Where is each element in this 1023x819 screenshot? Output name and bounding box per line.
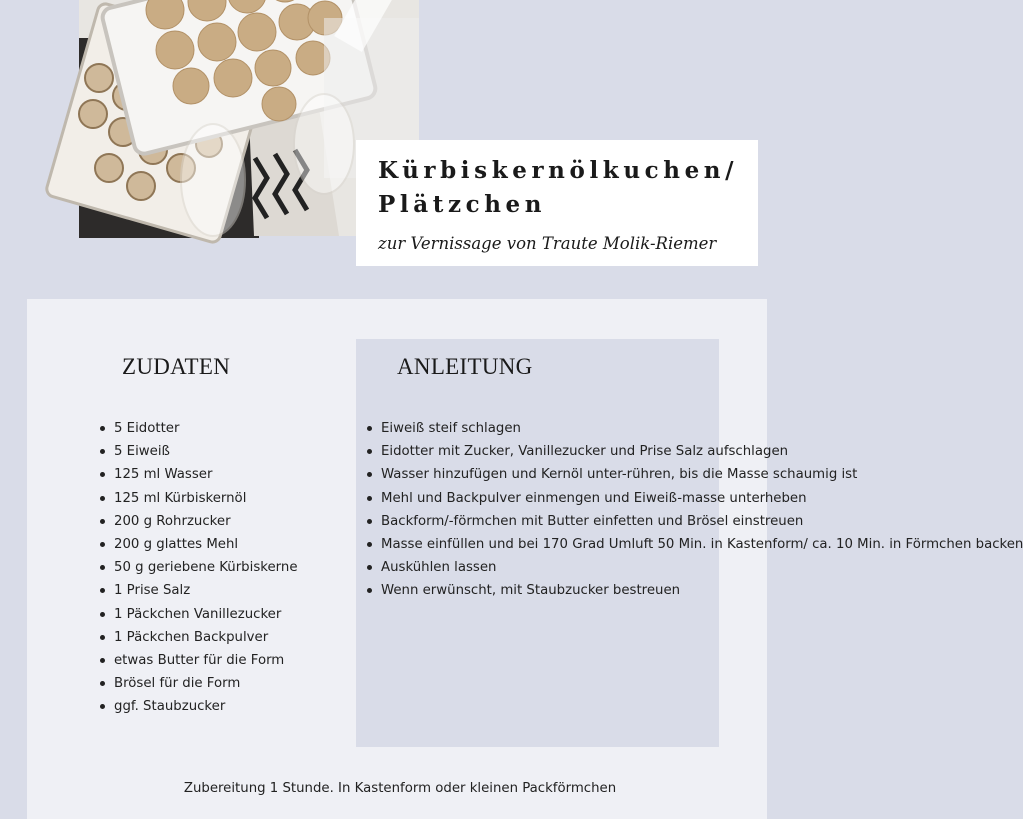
recipe-title-line2: Plätzchen (378, 191, 547, 218)
recipe-subtitle: zur Vernissage von Traute Molik-Riemer (378, 234, 717, 253)
ingredient-item: Brösel für die Form (100, 672, 298, 695)
footer-note: Zubereitung 1 Stunde. In Kastenform oder kleinen Packförmchen (183, 781, 617, 796)
instruction-step: Mehl und Backpulver einmengen und Eiweiß-masse unterheben (367, 487, 712, 510)
ingredient-item: 1 Päckchen Backpulver (100, 626, 298, 649)
ingredient-item: 5 Eiweiß (100, 440, 298, 463)
ingredient-item: 200 g glattes Mehl (100, 533, 298, 556)
ingredients-heading: ZUDATEN (122, 354, 231, 379)
ingredient-item: 1 Prise Salz (100, 579, 298, 602)
ingredient-item: 1 Päckchen Vanillezucker (100, 603, 298, 626)
ingredient-item: 5 Eidotter (100, 417, 298, 440)
ingredient-item: 200 g Rohrzucker (100, 510, 298, 533)
ingredient-item: etwas Butter für die Form (100, 649, 298, 672)
ingredients-list (100, 417, 298, 719)
instruction-step: Auskühlen lassen (367, 556, 712, 579)
instruction-step: Masse einfüllen und bei 170 Grad Umluft 50 Min. in Kastenform/ ca. 10 Min. in Förmchen backen (367, 533, 712, 556)
instructions-list (367, 417, 1023, 603)
instructions-heading: ANLEITUNG (397, 354, 533, 379)
ingredient-item: 50 g geriebene Kürbiskerne (100, 556, 298, 579)
instruction-step: Backform/-förmchen mit Butter einfetten und Brösel einstreuen (367, 510, 712, 533)
recipe-title-line1: Kürbiskernölkuchen/ (378, 157, 739, 184)
instruction-step: Eiweiß steif schlagen (367, 417, 712, 440)
ingredient-item: ggf. Staubzucker (100, 695, 298, 718)
ingredient-item: 125 ml Kürbiskernöl (100, 487, 298, 510)
instruction-step: Wenn erwünscht, mit Staubzucker bestreuen (367, 579, 712, 602)
instruction-step: Wasser hinzufügen und Kernöl unter-rühren, bis die Masse schaumig ist (367, 463, 712, 486)
ingredient-item: 125 ml Wasser (100, 463, 298, 486)
title-card (356, 140, 758, 266)
instruction-step: Eidotter mit Zucker, Vanillezucker und Prise Salz aufschlagen (367, 440, 712, 463)
